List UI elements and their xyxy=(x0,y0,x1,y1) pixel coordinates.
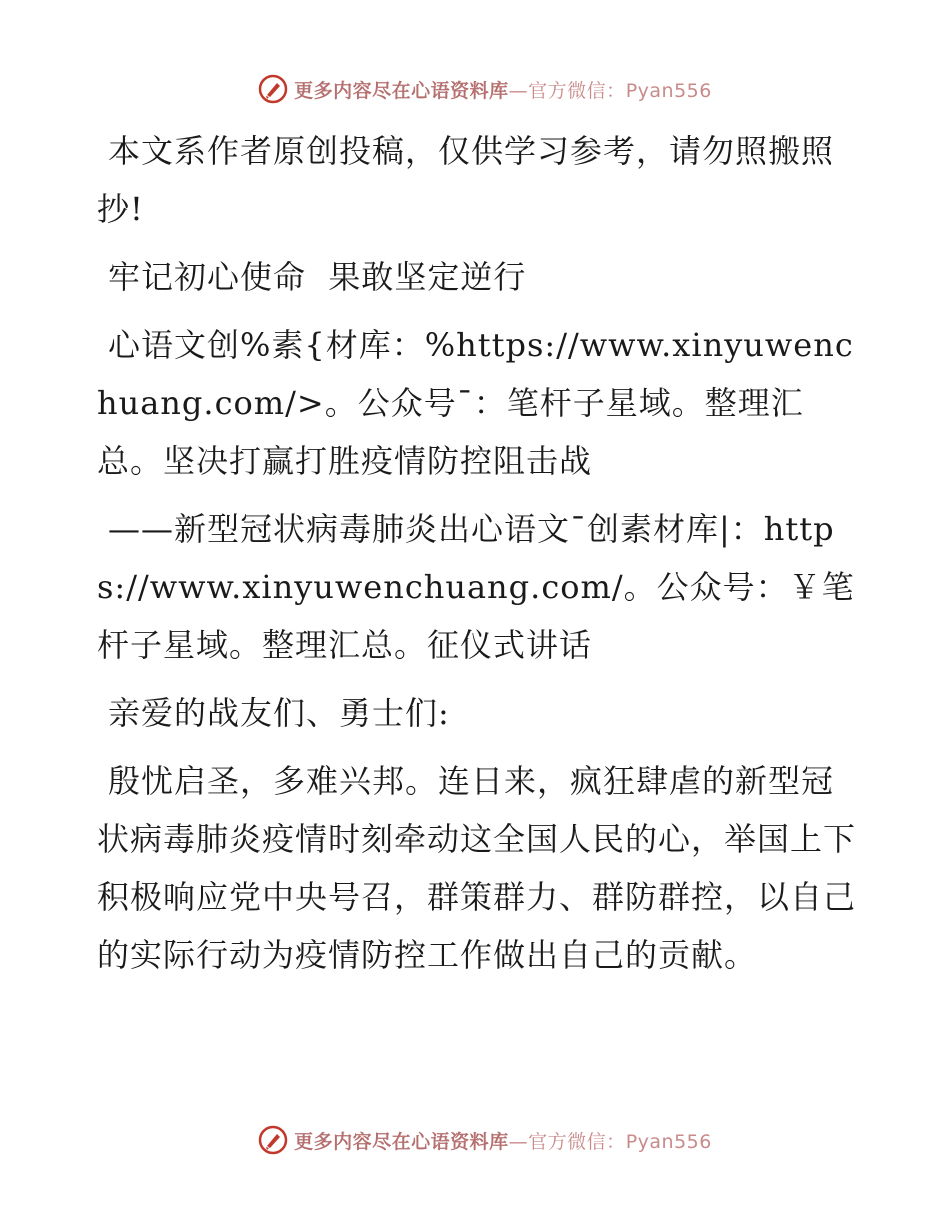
footer-banner-separator: — xyxy=(508,1130,529,1153)
document-body xyxy=(97,122,857,996)
body-paragraph-source-1: 心语文创%素{材库：%https://www.xinyuwenchuang.com/>。公众号¯：笔杆子星域。整理汇总。坚决打赢打胜疫情防控阻击战 xyxy=(97,326,854,480)
body-paragraph-salutation: 亲爱的战友们、勇士们: xyxy=(108,694,450,732)
body-paragraph-source-2: ——新型冠状病毒肺炎出心语文¯创素材库|：https://www.xinyuwenchuang.com/。公众号：￥笔杆子星域。整理汇总。征仪式讲话 xyxy=(97,510,855,664)
pen-nib-logo-icon xyxy=(258,74,288,104)
header-banner-wechat: Pyan556 xyxy=(625,79,712,102)
body-paragraph-main: 殷忧启圣，多难兴邦。连日来，疯狂肆虐的新型冠状病毒肺炎疫情时刻牵动这全国人民的心，举国上下积极响应党中央号召，群策群力、群防群控，以自己的实际行动为疫情防控工作做出自己的贡献。 xyxy=(97,762,857,974)
footer-banner-text xyxy=(294,1127,712,1154)
body-paragraph-notice: 本文系作者原创投稿，仅供学习参考，请勿照搬照抄! xyxy=(97,132,835,228)
body-paragraph-title: 牢记初心使命 果敢坚定逆行 xyxy=(108,258,527,296)
header-banner-text xyxy=(294,76,712,103)
header-banner-title: 更多内容尽在心语资料库 xyxy=(294,79,509,102)
header-banner-inner xyxy=(258,74,712,104)
header-banner-official: 官方微信： xyxy=(528,79,626,102)
footer-banner xyxy=(0,1123,950,1157)
footer-pen-nib-logo-icon xyxy=(258,1125,288,1155)
footer-banner-title: 更多内容尽在心语资料库 xyxy=(294,1130,509,1153)
header-banner-separator: — xyxy=(508,79,529,102)
footer-banner-inner xyxy=(258,1125,712,1155)
footer-banner-official: 官方微信： xyxy=(528,1130,626,1153)
header-banner xyxy=(0,72,950,106)
footer-banner-wechat: Pyan556 xyxy=(625,1130,712,1153)
